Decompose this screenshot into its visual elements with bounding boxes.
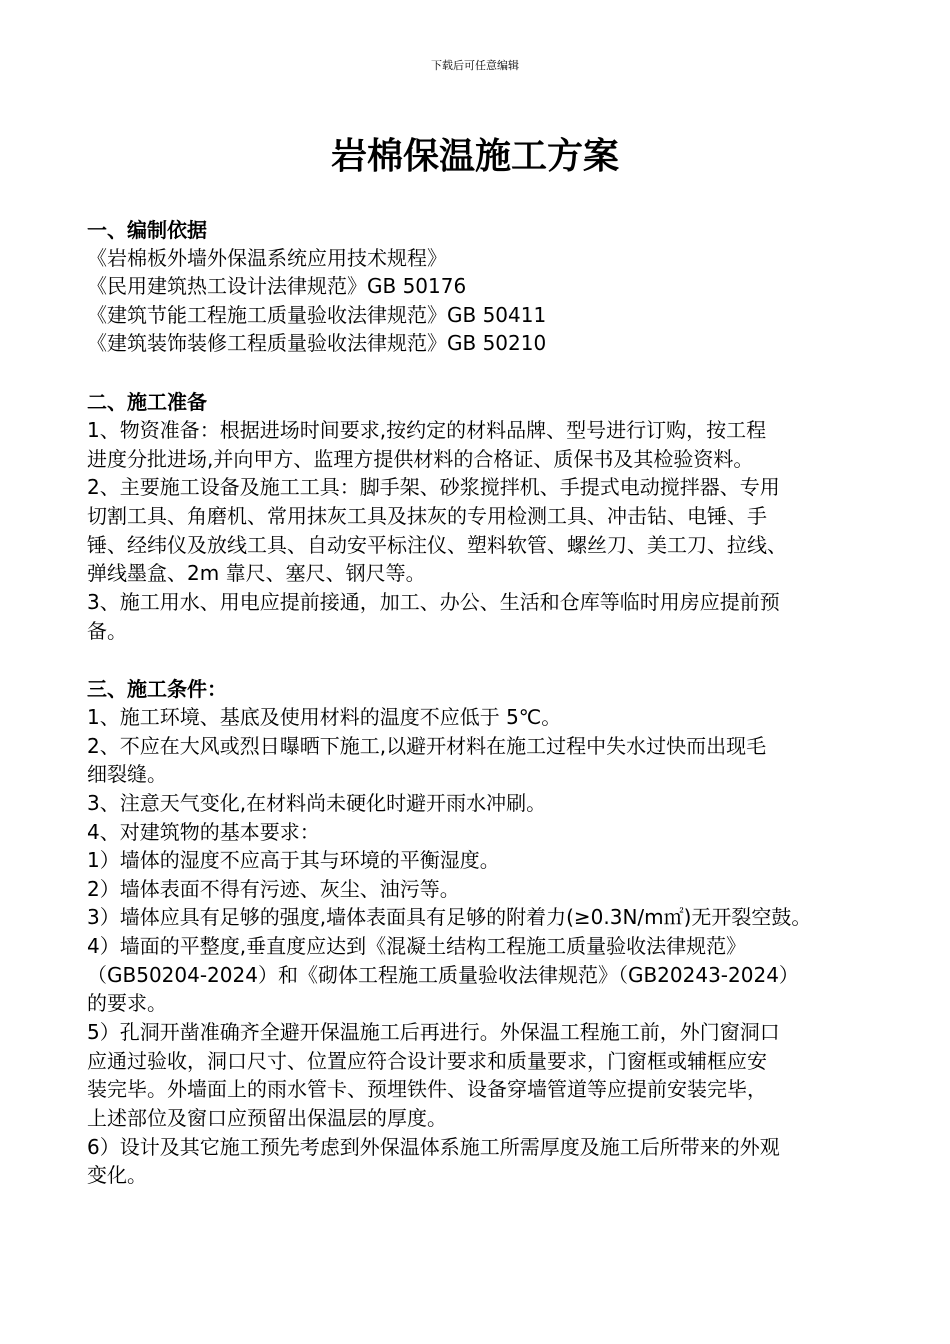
preparation-line: 锤、经纬仪及放线工具、自动安平标注仪、塑料软管、螺丝刀、美工刀、拉线、 — [87, 533, 787, 557]
conditions-line: 4）墙面的平整度,垂直度应达到《混凝土结构工程施工质量验收法律规范》 — [87, 934, 747, 958]
preparation-line: 弹线墨盒、2m 靠尺、塞尺、钢尺等。 — [87, 561, 426, 585]
header-note: 下载后可任意编辑 — [431, 59, 519, 72]
preparation-line: 进度分批进场,并向甲方、监理方提供材料的合格证、质保书及其检验资料。 — [87, 447, 754, 471]
conditions-line: 2）墙体表面不得有污迹、灰尘、油污等。 — [87, 877, 460, 901]
preparation-line: 备。 — [87, 619, 127, 643]
section-heading-preparation: 二、施工准备 — [87, 390, 207, 414]
conditions-line: 2、不应在大风或烈日曝晒下施工,以避开材料在施工过程中失水过快而出现毛 — [87, 734, 767, 758]
preparation-line: 2、主要施工设备及施工工具：脚手架、砂浆搅拌机、手提式电动搅拌器、专用 — [87, 475, 780, 499]
conditions-line: 4、对建筑物的基本要求： — [87, 820, 320, 844]
conditions-line: 上述部位及窗口应预留出保温层的厚度。 — [87, 1106, 447, 1130]
preparation-line: 3、施工用水、用电应提前接通，加工、办公、生活和仓库等临时用房应提前预 — [87, 590, 780, 614]
conditions-line: 变化。 — [87, 1163, 147, 1187]
conditions-line: 3）墙体应具有足够的强度,墙体表面具有足够的附着力(≥0.3N/m㎡)无开裂空鼓。 — [87, 905, 812, 929]
conditions-line: 1）墙体的湿度不应高于其与环境的平衡湿度。 — [87, 848, 500, 872]
conditions-line: 应通过验收，洞口尺寸、位置应符合设计要求和质量要求，门窗框或辅框应安 — [87, 1049, 767, 1073]
document-title: 岩棉保温施工方案 — [330, 136, 619, 177]
conditions-line: 的要求。 — [87, 991, 167, 1015]
section-heading-basis: 一、编制依据 — [87, 218, 207, 242]
basis-line: 《建筑节能工程施工质量验收法律规范》GB 50411 — [87, 303, 547, 327]
section-heading-conditions: 三、施工条件： — [87, 677, 227, 701]
conditions-line: 3、注意天气变化,在材料尚未硬化时避开雨水冲刷。 — [87, 791, 547, 815]
preparation-line: 切割工具、角磨机、常用抹灰工具及抹灰的专用检测工具、冲击钻、电锤、手 — [87, 504, 767, 528]
conditions-line: 装完毕。外墙面上的雨水管卡、预埋铁件、设备穿墙管道等应提前安装完毕， — [87, 1077, 767, 1101]
conditions-line: 1、施工环境、基底及使用材料的温度不应低于 5℃。 — [87, 705, 562, 729]
basis-line: 《建筑装饰装修工程质量验收法律规范》GB 50210 — [87, 331, 547, 355]
conditions-line: 6）设计及其它施工预先考虑到外保温体系施工所需厚度及施工后所带来的外观 — [87, 1135, 780, 1159]
basis-line: 《民用建筑热工设计法律规范》GB 50176 — [87, 274, 467, 298]
conditions-line: （GB50204-2024）和《砌体工程施工质量验收法律规范》（GB20243-2024） — [87, 963, 799, 987]
conditions-line: 细裂缝。 — [87, 762, 167, 786]
preparation-line: 1、物资准备：根据进场时间要求,按约定的材料品牌、型号进行订购，按工程 — [87, 418, 767, 442]
basis-line: 《岩棉板外墙外保温系统应用技术规程》 — [87, 246, 447, 270]
conditions-line: 5）孔洞开凿准确齐全避开保温施工后再进行。外保温工程施工前，外门窗洞口 — [87, 1020, 780, 1044]
